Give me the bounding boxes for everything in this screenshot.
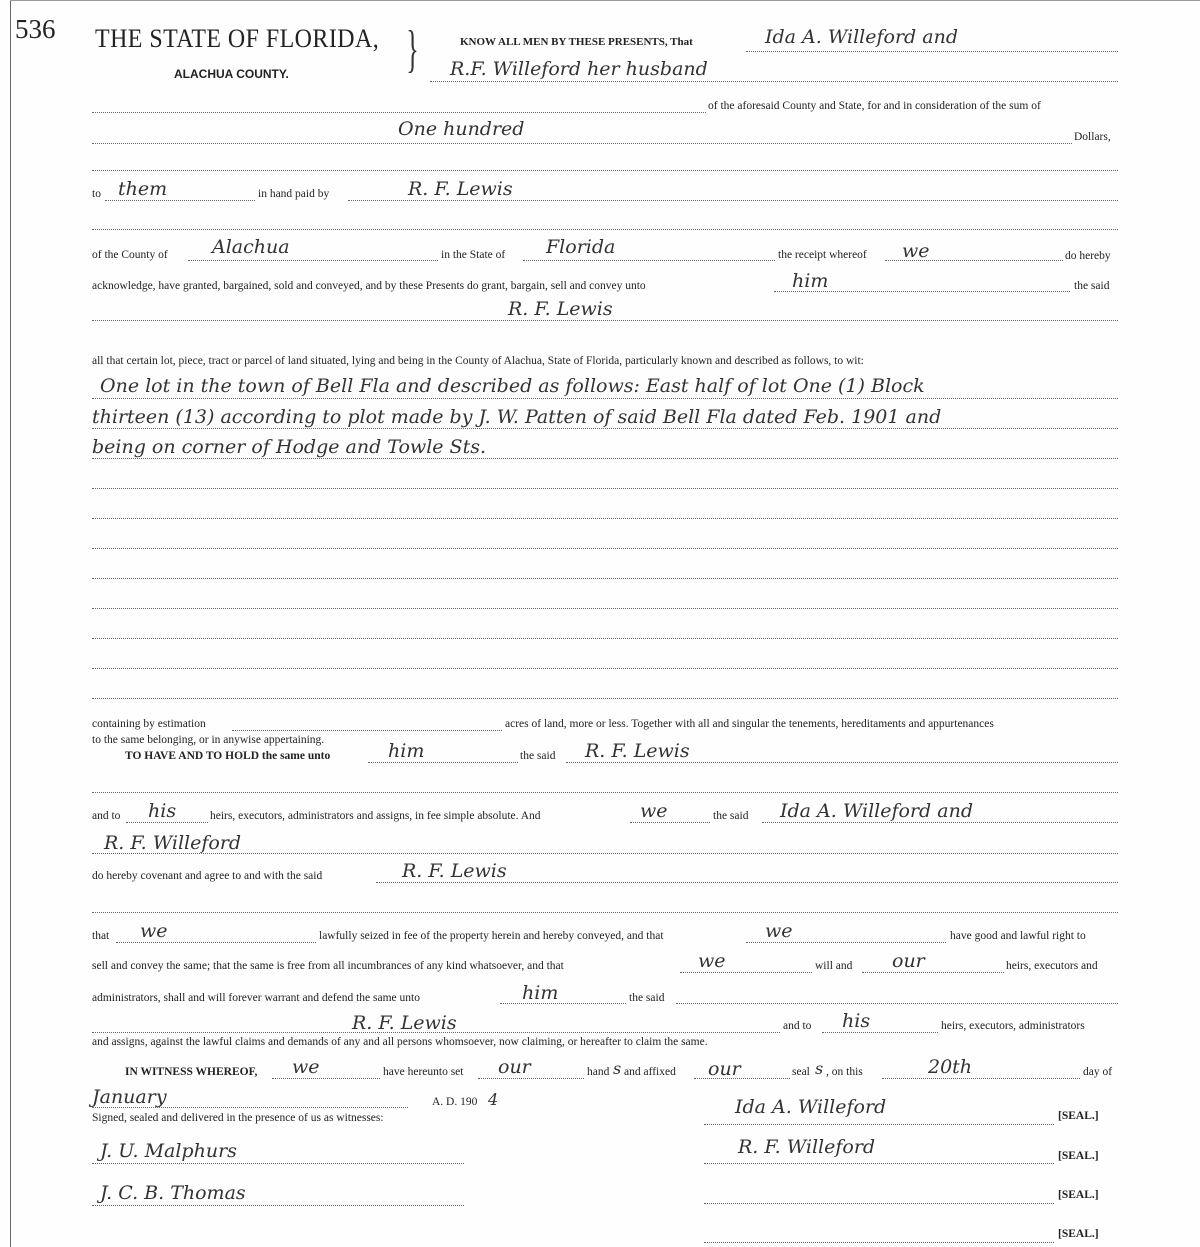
- warrant-grantee: R. F. Lewis: [352, 1012, 457, 1034]
- grantors-line1: Ida A. Willeford and: [765, 26, 958, 48]
- unto-value: him: [792, 270, 829, 292]
- state-of-label: in the State of: [441, 249, 506, 261]
- ad-label: A. D. 190: [432, 1096, 478, 1108]
- assigns-text: and assigns, against the lawful claims and demands of any and all persons whomsoever, now claiming, or hereafter to claim the same.: [92, 1036, 708, 1048]
- on-this-label: , on this: [826, 1066, 863, 1078]
- county-value: Alachua: [212, 236, 290, 258]
- grantors-line2: R.F. Willeford her husband: [450, 58, 708, 80]
- will-and-value: our: [892, 950, 925, 972]
- day-value: 20th: [928, 1056, 973, 1078]
- heirs-text: heirs, executors, administrators and assigns, in fee simple absolute. And: [210, 810, 541, 822]
- seal-label-3: [SEAL.]: [1058, 1189, 1099, 1201]
- seal-label-4: [SEAL.]: [1058, 1228, 1099, 1240]
- day-of-label: day of: [1083, 1066, 1113, 1078]
- receipt-value: we: [902, 240, 930, 262]
- and-to-value-2: his: [842, 1010, 871, 1032]
- the-said-label-3: the said: [713, 810, 749, 822]
- covenant-grantee: R. F. Lewis: [402, 860, 507, 882]
- affixed-label: and affixed: [624, 1066, 676, 1078]
- consideration-text: of the aforesaid County and State, for and in consideration of the sum of: [708, 100, 1041, 112]
- county-heading: ALACHUA COUNTY.: [174, 67, 289, 81]
- description-intro: all that certain lot, piece, tract or parcel of land situated, lying and being in the County of Alachua, State of Florida, particularly known and described as follows, to wit:: [92, 355, 864, 367]
- admin-text: administrators, shall and will forever warrant and defend the same unto: [92, 992, 420, 1004]
- description-line1: One lot in the town of Bell Fla and described as follows: East half of lot One (1) Block: [100, 375, 925, 397]
- the-said-label-2: the said: [520, 750, 556, 762]
- heirs-exec-text: heirs, executors and: [1006, 960, 1098, 972]
- page-number: 536: [15, 14, 56, 44]
- sell-text: sell and convey the same; that the same is free from all incumbrances of any kind whatsoever, and that: [92, 960, 564, 972]
- hereunto-value: our: [498, 1056, 531, 1078]
- to-value: them: [118, 178, 168, 200]
- hand-label: hand: [587, 1066, 610, 1078]
- state-heading: THE STATE OF FLORIDA,: [95, 24, 380, 53]
- and-to-label-2: and to: [783, 1020, 812, 1032]
- to-have-value: him: [388, 740, 425, 762]
- admin-value: him: [522, 982, 559, 1004]
- seized-text: lawfully seized in fee of the property herein and hereby conveyed, and that: [319, 930, 664, 942]
- know-all-men: KNOW ALL MEN BY THESE PRESENTS, That: [460, 36, 693, 48]
- covenant-text: do hereby covenant and agree to and with the said: [92, 870, 323, 882]
- state-value: Florida: [546, 236, 616, 258]
- witness-1: J. U. Malphurs: [100, 1140, 237, 1162]
- brace-icon: }: [406, 21, 419, 78]
- acknowledge-text: acknowledge, have granted, bargained, sold and conveyed, and by these Presents do grant, bargain, sell and convey unto: [92, 280, 646, 292]
- hereunto-label: have hereunto set: [383, 1066, 464, 1078]
- do-hereby-label: do hereby: [1065, 250, 1111, 262]
- consideration-amount: One hundred: [398, 118, 525, 140]
- signature-1: Ida A. Willeford: [735, 1096, 887, 1118]
- good-right-text: have good and lawful right to: [950, 930, 1086, 942]
- grantee-name: R. F. Lewis: [508, 298, 613, 320]
- to-have-label: TO HAVE AND TO HOLD the same unto: [125, 750, 331, 762]
- acres-text: acres of land, more or less. Together with all and singular the tenements, hereditaments and appurtenances: [505, 718, 994, 730]
- will-and-label: will and: [815, 960, 853, 972]
- containing-label: containing by estimation: [92, 718, 206, 730]
- signed-sealed-text: Signed, sealed and delivered in the presence of us as witnesses:: [92, 1112, 384, 1124]
- dollars-label: Dollars,: [1074, 131, 1111, 143]
- month-value: January: [92, 1086, 167, 1108]
- heirs-admin-text: heirs, executors, administrators: [941, 1020, 1085, 1032]
- continued-grantor: R. F. Willeford: [104, 832, 242, 854]
- paid-by-label: in hand paid by: [258, 188, 330, 200]
- the-said-label: the said: [1074, 280, 1110, 292]
- page-left-border: [10, 0, 11, 1247]
- witness-2: J. C. B. Thomas: [100, 1182, 246, 1204]
- seal-label: seal: [792, 1066, 810, 1078]
- seal-label-1: [SEAL.]: [1058, 1110, 1099, 1122]
- page-top-border: [10, 0, 1200, 1]
- that-label: that: [92, 930, 110, 942]
- and-to-value: his: [148, 800, 177, 822]
- belonging-text: to the same belonging, or in anywise appertaining.: [92, 734, 325, 746]
- to-have-grantee: R. F. Lewis: [585, 740, 690, 762]
- hand-suffix: s: [613, 1059, 622, 1078]
- and-value: we: [640, 800, 668, 822]
- signature-2: R. F. Willeford: [738, 1136, 876, 1158]
- year-digit: 4: [488, 1090, 499, 1109]
- payer-name: R. F. Lewis: [408, 178, 513, 200]
- and-to-label: and to: [92, 810, 121, 822]
- that-value: we: [140, 920, 168, 942]
- description-line2: thirteen (13) according to plot made by J. W. Patten of said Bell Fla dated Feb. 1901 and: [92, 406, 942, 428]
- seal-suffix: s: [815, 1059, 824, 1078]
- the-said-label-4: the said: [629, 992, 665, 1004]
- seal-label-2: [SEAL.]: [1058, 1150, 1099, 1162]
- receipt-label: the receipt whereof: [778, 249, 867, 261]
- sell-value: we: [698, 950, 726, 972]
- description-line3: being on corner of Hodge and Towle Sts.: [92, 436, 486, 458]
- affixed-value: our: [708, 1058, 741, 1080]
- in-witness-label: IN WITNESS WHEREOF,: [125, 1066, 258, 1078]
- to-label: to: [92, 188, 101, 200]
- the-said-grantors: Ida A. Willeford and: [780, 800, 973, 822]
- in-witness-value: we: [292, 1056, 320, 1078]
- county-of-label: of the County of: [92, 249, 168, 261]
- seized-value: we: [765, 920, 793, 942]
